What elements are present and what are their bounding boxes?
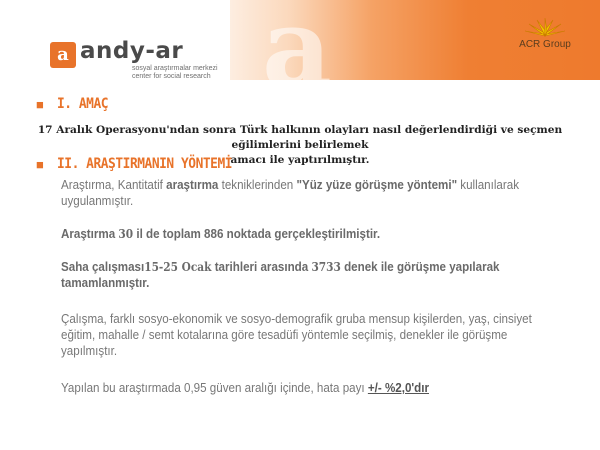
aim-text-line-2: amacı ile yaptırılmıştır. [230, 154, 370, 166]
method-paragraph-3: Saha çalışması15-25 Ocak tarihleri arasında 3733 denek ile görüşme yapılarak tamamlanmıştır. [61, 259, 500, 290]
bullet-icon: ■ [36, 157, 44, 172]
acr-group-name: ACR Group [519, 39, 571, 50]
method-paragraph-2: Araştırma 30 il de toplam 886 noktada gerçekleştirilmiştir. [61, 226, 381, 241]
method-paragraph-4: Çalışma, farklı sosyo-ekonomik ve sosyo-demografik gruba mensup kişilerden, yaş, cinsiyet eğitim, mahalle / semt kotalarına göre tesadüfi yöntemle seçilmiş, denekler ile görüşme yapılmıştır. [61, 311, 532, 358]
error-margin-value: +/- %2,0'dır [367, 380, 430, 395]
acr-group-logo [505, 16, 585, 50]
method-paragraph-5: Yapılan bu araştırmada 0,95 güven aralığı içinde, hata payı +/- %2,0'dır [61, 380, 430, 395]
section-heading-method: II. ARAŞTIRMANIN YÖNTEMİ [57, 156, 233, 172]
method-paragraph-1: Araştırma, Kantitatif araştırma tekniklerinden "Yüz yüze görüşme yöntemi" kullanılarak uygulanmıştır. [61, 177, 519, 208]
logo-name: andy-ar [80, 38, 184, 64]
sunburst-icon [523, 16, 567, 38]
decorative-big-letter: a [262, 0, 332, 111]
bullet-icon: ■ [36, 97, 44, 112]
section-heading-aim: I. AMAÇ [57, 96, 109, 112]
logo-mark-icon: a [50, 42, 76, 68]
logo-subtitle-en: center for social research [132, 73, 211, 80]
logo-subtitle-tr: sosyal araştırmalar merkezi [132, 65, 218, 72]
aim-text-line-1: 17 Aralık Operasyonu'ndan sonra Türk halkının olayları nasıl değerlendirdiği ve seçmen eğilimlerini belirlemek [37, 124, 563, 151]
